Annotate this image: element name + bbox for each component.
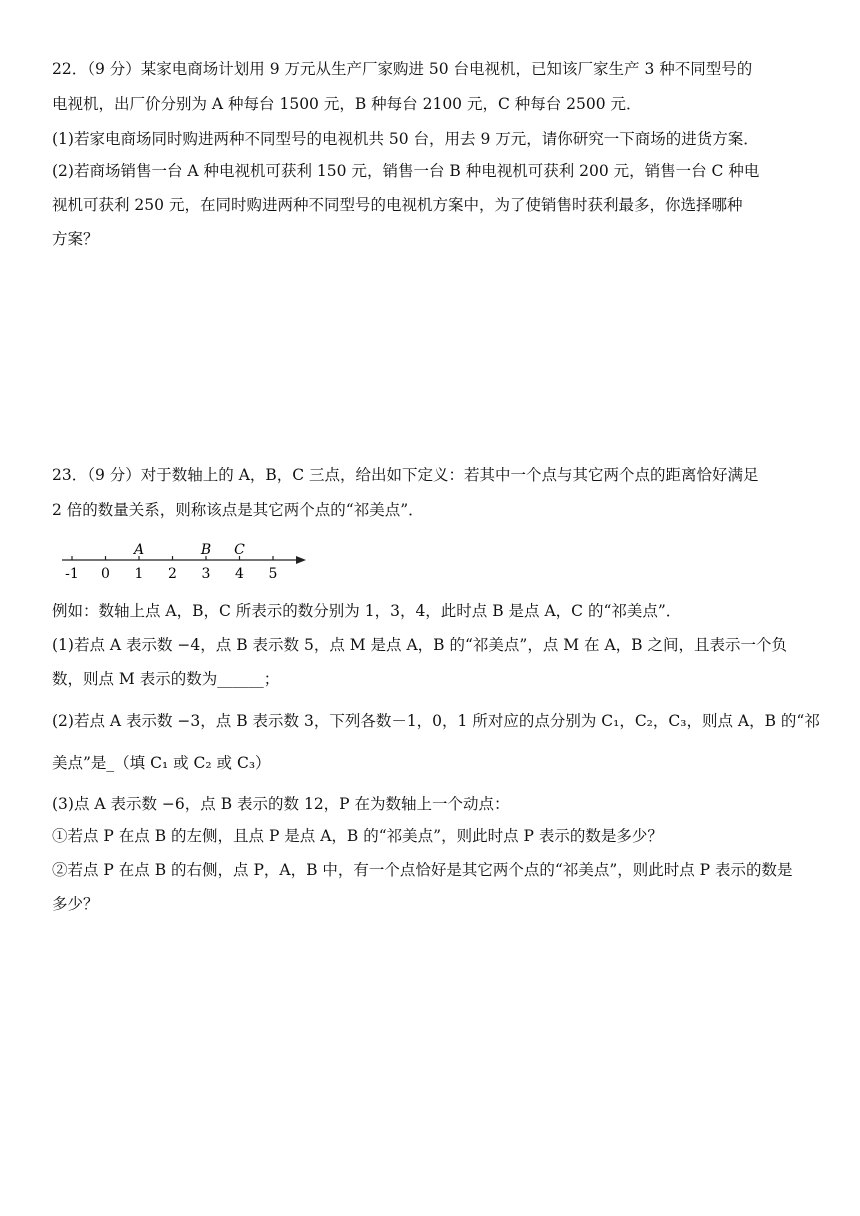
q23-part1-line-1: (1)若点 A 表示数 −4，点 B 表示数 5，点 M 是点 A，B 的“祁美点”，点 M 在 A，B 之间，且表示一个负 (52, 636, 787, 654)
point-label-a: A (133, 542, 145, 558)
q23-part3-sub-1: ①若点 P 在点 B 的左侧，且点 P 是点 A，B 的“祁美点”，则此时点 P 表示的数是多少？ (52, 827, 663, 845)
q22-line-6: 方案？ (52, 230, 99, 248)
tick-label: 5 (268, 566, 278, 582)
number-line-arrow (296, 556, 306, 564)
q22-line-5: 视机可获利 250 元，在同时购进两种不同型号的电视机方案中，为了使销售时获利最多，你选择哪种 (52, 196, 743, 214)
tick-label: 2 (168, 566, 177, 582)
point-label-c: C (234, 542, 245, 558)
tick-label: 1 (134, 566, 144, 582)
q23-line-2: 2 倍的数量关系，则称该点是其它两个点的“祁美点”． (52, 501, 424, 519)
tick-label: 0 (101, 566, 110, 582)
tick-label: -1 (65, 566, 79, 582)
q22-line-4: (2)若商场销售一台 A 种电视机可获利 150 元，销售一台 B 种电视机可获利 200 元，销售一台 C 种电 (52, 162, 760, 180)
tick-label: 4 (235, 566, 244, 582)
q22-line-1: 22．（9 分）某家电商场计划用 9 万元从生产厂家购进 50 台电视机，已知该厂家生产 3 种不同型号的 (52, 60, 753, 78)
q23-part2-line-2: 美点”是_（填 C₁ 或 C₂ 或 C₃） (52, 754, 271, 772)
point-label-b: B (200, 542, 212, 558)
q23-part3-sub-2-line-1: ②若点 P 在点 B 的右侧，点 P，A，B 中，有一个点恰好是其它两个点的“祁美点”，则此时点 P 表示的数是 (52, 861, 793, 879)
number-line-point-labels (132, 542, 245, 558)
q23-part3-sub-2-line-2: 多少？ (52, 895, 99, 913)
q23-part2-line-1: (2)若点 A 表示数 −3，点 B 表示数 3，下列各数－1，0，1 所对应的点分别为 C₁，C₂，C₃，则点 A，B 的“祁 (52, 712, 820, 730)
q23-example: 例如：数轴上点 A，B，C 所表示的数分别为 1，3，4，此时点 B 是点 A，C 的“祁美点”． (52, 602, 682, 620)
tick-label: 3 (201, 566, 211, 582)
number-line-figure (60, 538, 310, 584)
q23-part1-line-2: 数，则点 M 表示的数为______； (52, 670, 280, 688)
q22-line-3: (1)若家电商场同时购进两种不同型号的电视机共 50 台，用去 9 万元，请你研究一下商场的进货方案． (52, 130, 759, 148)
q23-line-1: 23．（9 分）对于数轴上的 A，B，C 三点，给出如下定义：若其中一个点与其它两个点的距离恰好满足 (52, 466, 759, 484)
q22-line-2: 电视机，出厂价分别为 A 种每台 1500 元，B 种每台 2100 元，C 种每台 2500 元． (52, 95, 642, 113)
q23-part3-line-1: (3)点 A 表示数 −6，点 B 表示的数 12，P 在为数轴上一个动点： (52, 795, 510, 813)
